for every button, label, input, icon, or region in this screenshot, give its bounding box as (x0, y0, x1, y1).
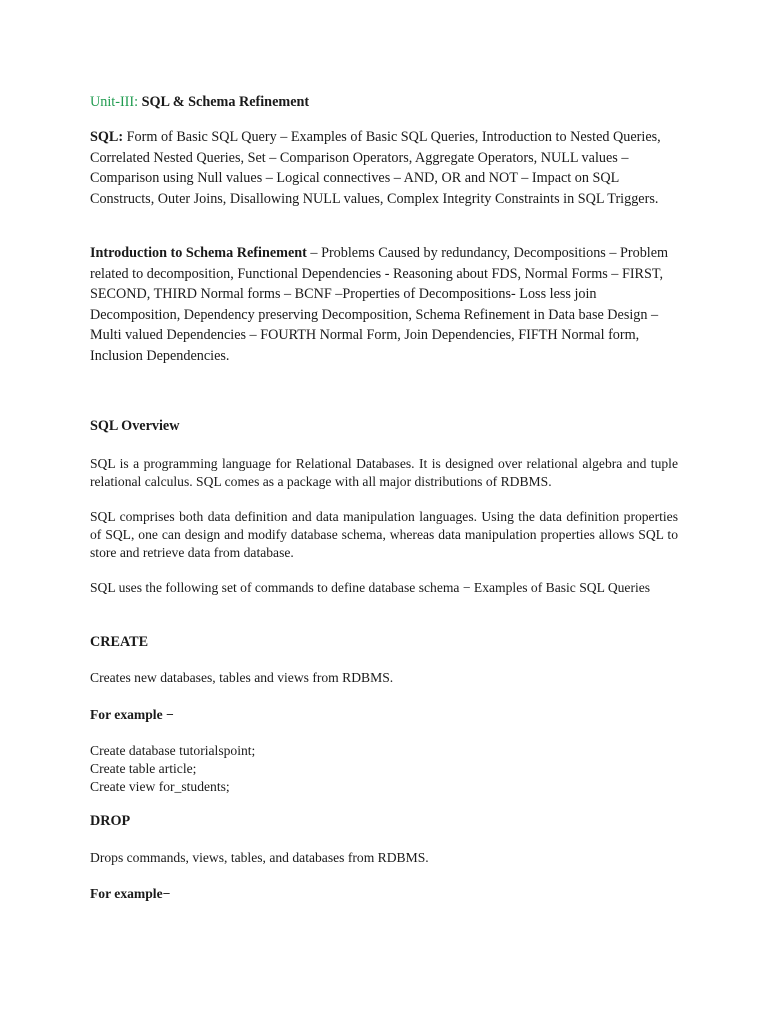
overview-paragraph-3: SQL uses the following set of commands to define database schema − Examples of Basic SQL Queries (90, 580, 651, 595)
drop-description: Drops commands, views, tables, and databases from RDBMS. (90, 850, 429, 865)
overview-paragraph-2: SQL comprises both data definition and data manipulation languages. Using the data definition properties of SQL, one can design and modify database schema, whereas data manipulation properties allows SQL to store and retrieve data from database. (90, 509, 678, 560)
create-description: Creates new databases, tables and views from RDBMS. (90, 670, 394, 685)
overview-paragraph-1: SQL is a programming language for Relational Databases. It is designed over relational algebra and tuple relational calculus. SQL comes as a package with all major distributions of RDBMS. (90, 456, 678, 489)
syllabus-sql-text: Form of Basic SQL Query – Examples of Basic SQL Queries, Introduction to Nested Queries, Correlated Nested Queries, Set – Comparison Operators, Aggregate Operators, NULL values – Comparison using Null values – Logical connectives – AND, OR and NOT – Impact on SQL Constructs, Outer Joins, Disallowing NULL values, Complex Integrity Constraints in SQL Triggers. (90, 129, 661, 207)
code-line: Create view for_students; (90, 778, 230, 794)
unit-heading (90, 92, 678, 113)
syllabus-schema-label: Introduction to Schema Refinement (90, 245, 307, 261)
syllabus-schema-text: – Problems Caused by redundancy, Decompositions – Problem related to decomposition, Functional Dependencies - Reasoning about FDS, Normal Forms – FIRST, SECOND, THIRD Normal forms – BCNF –Properties of Decompositions- Loss less join Decomposition, Dependency preserving Decomposition, Schema Refinement in Data base Design – Multi valued Dependencies – FOURTH Normal Form, Join Dependencies, FIFTH Normal form, Inclusion Dependencies. (90, 245, 669, 364)
create-example-code (90, 742, 678, 795)
syllabus-sql-paragraph (90, 127, 678, 209)
drop-heading: DROP (90, 813, 131, 829)
create-example-label: For example − (90, 707, 174, 722)
syllabus-sql-label: SQL: (90, 129, 124, 145)
create-heading: CREATE (90, 634, 149, 650)
syllabus-schema-paragraph (90, 243, 678, 367)
unit-label: Unit-III: (90, 94, 139, 110)
code-line: Create database tutorialspoint; (90, 743, 256, 758)
unit-title: SQL & Schema Refinement (138, 94, 310, 110)
code-line: Create table article; (90, 760, 197, 776)
drop-example-label: For example− (90, 886, 171, 901)
overview-heading: SQL Overview (90, 418, 180, 434)
